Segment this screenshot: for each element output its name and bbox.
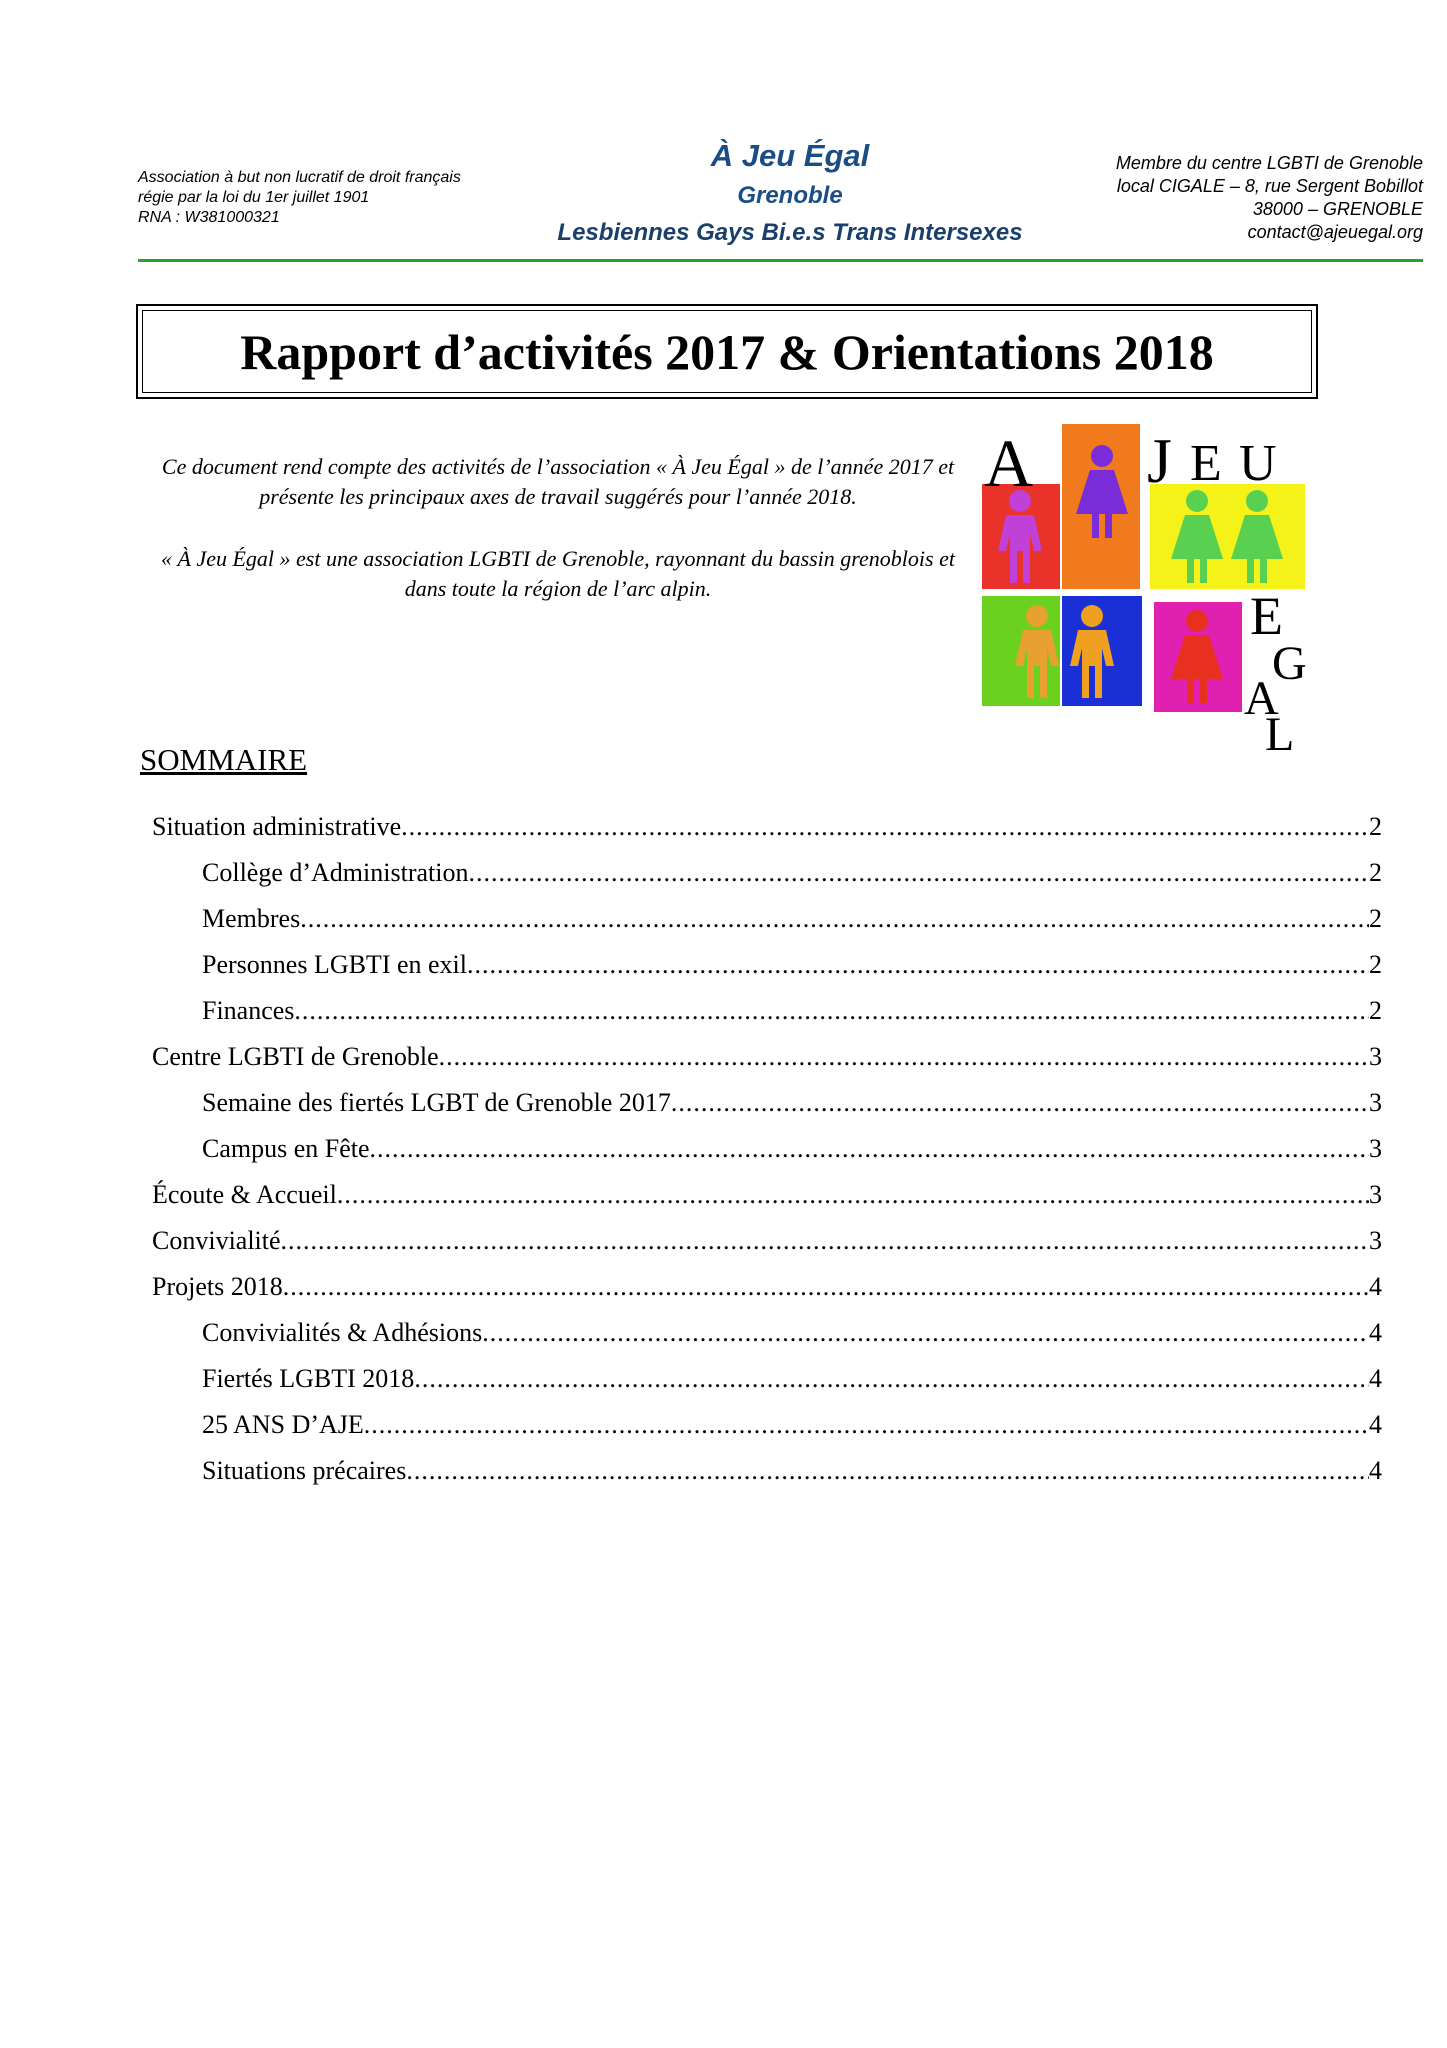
toc-leader-dots — [337, 1172, 1369, 1218]
toc-entry[interactable] — [152, 1218, 1382, 1264]
header-legal-line: régie par la loi du 1er juillet 1901 — [138, 189, 370, 206]
toc-leader-dots — [370, 1126, 1369, 1172]
contact-line: 38000 – GRENOBLE — [1252, 199, 1423, 219]
intro-paragraph: Ce document rend compte des activités de l’association « À Jeu Égal » de l’année 2017 et présente les principaux axes de travail suggérés pour l’année 2018. — [161, 454, 955, 509]
intro-paragraph: « À Jeu Égal » est une association LGBTI de Grenoble, rayonnant du bassin grenoblois et dans toute la région de l’arc alpin. — [161, 546, 955, 601]
association-name: À Jeu Égal — [710, 138, 870, 173]
toc-page-number: 4 — [1369, 1272, 1382, 1301]
intro-text — [148, 452, 968, 636]
toc-leader-dots — [283, 1264, 1369, 1310]
toc-leader-dots — [468, 850, 1369, 896]
logo-letter: A — [984, 425, 1034, 501]
table-of-contents — [152, 804, 1382, 1494]
toc-page-number: 2 — [1369, 858, 1382, 887]
toc-entry-label: Finances — [202, 996, 295, 1025]
logo-tile-yellow — [1150, 484, 1305, 589]
toc-leader-dots — [294, 988, 1369, 1034]
toc-entry-label: Projets 2018 — [152, 1272, 283, 1301]
logo-letter: E — [1190, 435, 1222, 492]
toc-entry-label: 25 ANS D’AJE — [202, 1410, 364, 1439]
toc-entry-label: Fiertés LGBTI 2018 — [202, 1364, 415, 1393]
toc-page-number: 4 — [1369, 1410, 1382, 1439]
toc-entry-label: Campus en Fête — [202, 1134, 370, 1163]
association-city: Grenoble — [737, 182, 843, 209]
toc-entry[interactable] — [152, 942, 1382, 988]
toc-entry-label: Situations précaires — [202, 1456, 407, 1485]
toc-entry[interactable] — [152, 1356, 1382, 1402]
toc-leader-dots — [364, 1402, 1369, 1448]
toc-entry[interactable] — [152, 1448, 1382, 1494]
logo-letter: E — [1250, 586, 1283, 646]
toc-entry-label: Semaine des fiertés LGBT de Grenoble 2017 — [202, 1088, 671, 1117]
toc-entry-label: Écoute & Accueil — [152, 1180, 337, 1209]
toc-page-number: 4 — [1369, 1364, 1382, 1393]
toc-leader-dots — [671, 1080, 1369, 1126]
logo-letter: L — [1265, 708, 1295, 754]
header-legal-info — [138, 168, 518, 228]
toc-entry[interactable] — [152, 1080, 1382, 1126]
header-contact-info — [993, 152, 1423, 244]
toc-page-number: 3 — [1369, 1088, 1382, 1117]
contact-email-link[interactable]: contact@ajeuegal.org — [1247, 222, 1423, 242]
toc-leader-dots — [281, 1218, 1369, 1264]
toc-page-number: 3 — [1369, 1042, 1382, 1071]
toc-entry-label: Personnes LGBTI en exil — [202, 950, 468, 979]
logo-letter: A — [1244, 672, 1279, 725]
toc-page-number: 4 — [1369, 1318, 1382, 1347]
logo-letter: U — [1239, 435, 1277, 492]
toc-entry-label: Situation administrative — [152, 812, 402, 841]
toc-entry[interactable] — [152, 1172, 1382, 1218]
toc-entry-label: Collège d’Administration — [202, 858, 469, 887]
toc-page-number: 2 — [1369, 996, 1382, 1025]
toc-page-number: 2 — [1369, 904, 1382, 933]
toc-page-number: 3 — [1369, 1134, 1382, 1163]
association-tagline: Lesbiennes Gays Bi.e.s Trans Intersexes — [557, 219, 1023, 246]
toc-entry[interactable] — [152, 896, 1382, 942]
toc-entry[interactable] — [152, 804, 1382, 850]
toc-leader-dots — [467, 942, 1369, 988]
toc-entry[interactable] — [152, 850, 1382, 896]
header-legal-line: RNA : W381000321 — [138, 209, 280, 226]
header-legal-line: Association à but non lucratif de droit français — [138, 169, 461, 186]
toc-entry-label: Centre LGBTI de Grenoble — [152, 1042, 439, 1071]
toc-entry[interactable] — [152, 988, 1382, 1034]
toc-page-number: 2 — [1369, 950, 1382, 979]
toc-leader-dots — [439, 1034, 1369, 1080]
toc-page-number: 3 — [1369, 1180, 1382, 1209]
title-frame — [136, 304, 1318, 399]
toc-entry[interactable] — [152, 1034, 1382, 1080]
association-logo — [982, 424, 1312, 754]
toc-leader-dots — [300, 896, 1369, 942]
toc-entry-label: Membres — [202, 904, 301, 933]
toc-page-number: 2 — [1369, 812, 1382, 841]
toc-entry-label: Convivialités & Adhésions — [202, 1318, 483, 1347]
document-title: Rapport d’activités 2017 & Orientations 2018 — [142, 310, 1312, 393]
toc-leader-dots — [406, 1448, 1369, 1494]
logo-letter: J — [1147, 425, 1172, 496]
sommaire-heading: SOMMAIRE — [140, 742, 308, 777]
toc-entry[interactable] — [152, 1264, 1382, 1310]
toc-page-number: 3 — [1369, 1226, 1382, 1255]
header-divider — [138, 259, 1423, 262]
toc-entry-label: Convivialité — [152, 1226, 281, 1255]
toc-leader-dots — [482, 1310, 1369, 1356]
toc-leader-dots — [401, 804, 1369, 850]
contact-line: Membre du centre LGBTI de Grenoble — [1115, 153, 1423, 173]
toc-entry[interactable] — [152, 1126, 1382, 1172]
toc-leader-dots — [414, 1356, 1369, 1402]
toc-entry[interactable] — [152, 1310, 1382, 1356]
toc-entry[interactable] — [152, 1402, 1382, 1448]
contact-line: local CIGALE – 8, rue Sergent Bobillot — [1116, 176, 1423, 196]
toc-page-number: 4 — [1369, 1456, 1382, 1485]
logo-letter: G — [1272, 637, 1307, 690]
